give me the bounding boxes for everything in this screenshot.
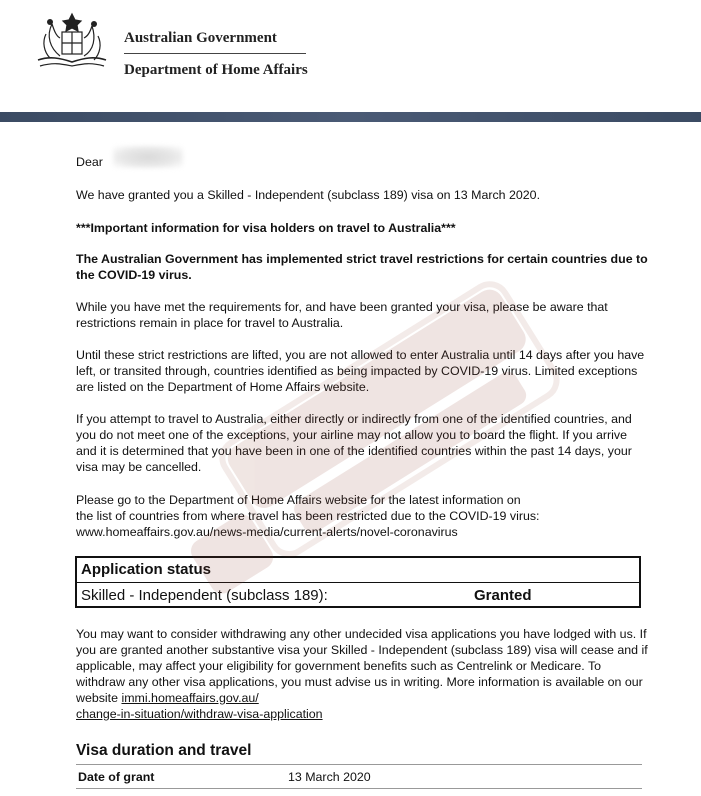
travel-attempt-paragraph: If you attempt to travel to Australia, either directly or indirectly from one of the identified countries, and you do not meet one of the exceptions, your airline may not allow you to board the flight. If you arrive and it is determined that you have been in one of the identified countries within the past 14 days, your visa may be cancelled. [76,412,632,474]
status-value: Granted [474,587,532,604]
section-divider [76,764,642,765]
status-label: Skilled - Independent (subclass 189): [81,587,328,604]
website-line-1: Please go to the Department of Home Affairs website for the latest information on [76,493,521,507]
government-wordmark [124,30,308,79]
letterhead [0,0,701,112]
redacted-name [113,146,183,168]
duration-section-title: Visa duration and travel [76,742,252,759]
grant-sentence: We have granted you a Skilled - Independent (subclass 189) visa on 13 March 2020. [76,188,541,202]
date-of-grant-value: 13 March 2020 [288,770,371,784]
government-name: Australian Government [124,30,277,46]
restrictions-notice: The Australian Government has implemented strict travel restrictions for certain countries due to the COVID-19 virus. [76,252,648,282]
date-of-grant-row [76,768,642,789]
withdraw-link-part-1[interactable]: immi.homeaffairs.gov.au/ [121,691,259,705]
status-title: Application status [81,561,212,578]
website-url[interactable]: www.homeaffairs.gov.au/news-media/current-alerts/novel-coronavirus [76,525,458,539]
status-divider [77,582,639,583]
wordmark-divider [124,53,306,54]
important-heading: ***Important information for visa holders on travel to Australia*** [76,221,456,235]
withdraw-link-part-2[interactable]: change-in-situation/withdraw-visa-application [76,707,323,721]
restrictions-lifted-paragraph: Until these strict restrictions are lifted, you are not allowed to enter Australia until 14 days after you have left, or transited through, countries identified as being impacted by COVID-19 virus. Limited exceptions are listed on the Department of Home Affairs website. [76,348,645,394]
department-name: Department of Home Affairs [124,62,308,78]
greeting: Dear [76,155,103,169]
requirements-paragraph: While you have met the requirements for, and have been granted your visa, please be aware that restrictions remain in place for travel to Australia. [76,300,608,330]
coat-of-arms-icon [30,8,114,76]
date-of-grant-label: Date of grant [78,770,155,784]
header-band [0,112,701,122]
application-status-box [75,556,641,608]
withdraw-text: You may want to consider withdrawing any other undecided visa applications you have lodged with us. If you are granted another substantive visa your Skilled - Independent (subclass 189) visa will cease and if applicable, may affect your eligibility for government benefits such as Centrelink or Medicare. To withdraw any other visa applications, you must advise us in writing. More information is available on our website [76,627,648,705]
website-line-2: the list of countries from where travel has been restricted due to the COVID-19 virus: [76,509,540,523]
withdraw-paragraph [76,626,651,722]
